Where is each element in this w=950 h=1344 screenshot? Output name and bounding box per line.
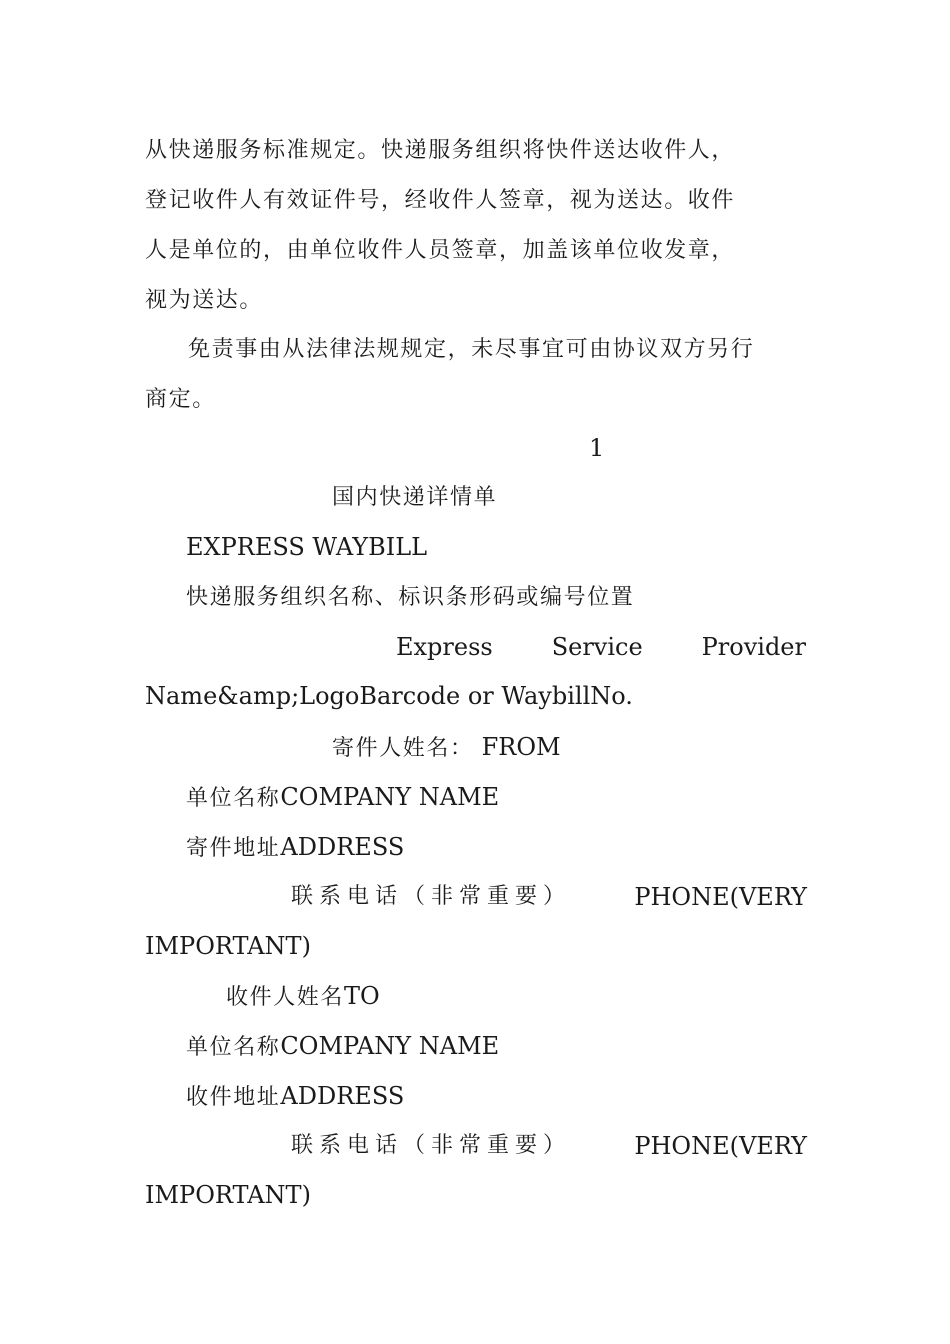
provider-word-provider: Provider [701, 633, 806, 661]
page-number: 1 [589, 434, 605, 462]
provider-word-service: Service [551, 633, 643, 661]
sender-address-field [186, 832, 686, 864]
provider-label-en-line-2: Name&amp;LogoBarcode or WaybillNo. [145, 682, 633, 710]
paragraph-1-line-3: 人是单位的，由单位收件人员签章，加盖该单位收发章， [145, 238, 736, 263]
recipient-address-label-cn: 收件地址 [186, 1085, 281, 1110]
waybill-title-en: EXPRESS WAYBILL [186, 533, 428, 561]
sender-phone-label-en: PHONE(VERY [634, 883, 807, 911]
paragraph-1-line-4: 视为送达。 [145, 288, 264, 313]
sender-phone-label-en-line-2: IMPORTANT) [145, 932, 311, 960]
paragraph-2-line-2: 商定。 [145, 387, 216, 412]
recipient-phone-label-en-line-2: IMPORTANT) [145, 1181, 311, 1209]
provider-label-en-line-1 [396, 632, 806, 662]
paragraph-1-line-1: 从快递服务标准规定。快递服务组织将快件送达收件人， [145, 138, 736, 163]
sender-company-field [186, 782, 686, 814]
recipient-phone-label-cn: 联系电话（非常重要） [291, 1133, 572, 1158]
sender-address-label-cn: 寄件地址 [186, 836, 281, 861]
recipient-address-label-en: ADDRESS [280, 1082, 405, 1110]
recipient-address-field [186, 1081, 686, 1113]
sender-name-label-cn: 寄件人姓名： [332, 736, 474, 761]
sender-address-label-en: ADDRESS [280, 833, 405, 861]
waybill-title-cn: 国内快递详情单 [332, 485, 498, 510]
sender-name-field [332, 732, 732, 764]
recipient-phone-label-en: PHONE(VERY [634, 1132, 807, 1160]
sender-company-label-cn: 单位名称 [186, 786, 281, 811]
recipient-phone-field [291, 1131, 807, 1161]
sender-name-label-en: FROM [481, 733, 561, 761]
paragraph-1-line-2: 登记收件人有效证件号，经收件人签章，视为送达。收件 [145, 188, 736, 213]
sender-phone-label-cn: 联系电话（非常重要） [291, 884, 572, 909]
recipient-company-label-cn: 单位名称 [186, 1035, 281, 1060]
recipient-name-label-en: TO [344, 982, 380, 1010]
recipient-company-field [186, 1031, 686, 1063]
sender-phone-field [291, 882, 807, 912]
recipient-name-field [226, 981, 626, 1013]
paragraph-2-line-1: 免责事由从法律法规规定，未尽事宜可由协议双方另行 [188, 337, 755, 362]
sender-company-label-en: COMPANY NAME [280, 783, 500, 811]
recipient-name-label-cn: 收件人姓名 [226, 985, 345, 1010]
recipient-company-label-en: COMPANY NAME [280, 1032, 500, 1060]
provider-word-express: Express [396, 633, 493, 661]
provider-label-cn: 快递服务组织名称、标识条形码或编号位置 [186, 585, 635, 610]
